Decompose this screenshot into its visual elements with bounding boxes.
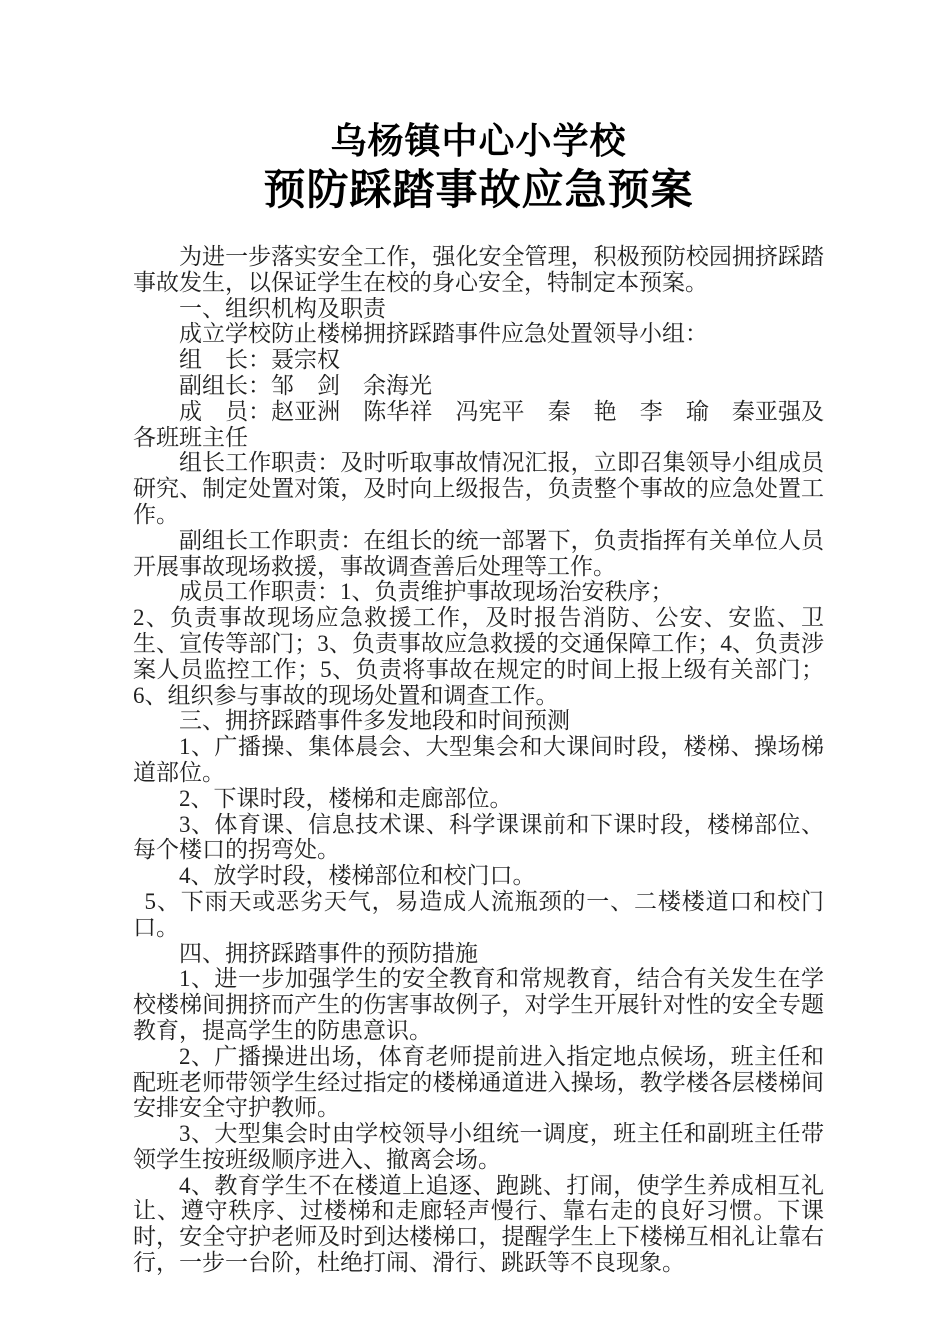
paragraph-member-duties-2: 2、负责事故现场应急救援工作，及时报告消防、公安、安监、卫生、宣传等部门；3、负责事故应急救援的交通保障工作；4、负责涉案人员监控工作；5、负责将事故在规定的时间上报上级有关部门；6、组织参与事故的现场处置和调查工作。 <box>133 605 824 708</box>
paragraph-prediction-5: 5、下雨天或恶劣天气，易造成人流瓶颈的一、二楼楼道口和校门口。 <box>133 888 824 940</box>
paragraph-deputy-leader-duties: 副组长工作职责：在组长的统一部署下，负责指挥有关单位人员开展事故现场救援，事故调查善后处理等工作。 <box>133 527 824 579</box>
heading-section-four: 四、拥挤踩踏事件的预防措施 <box>179 940 478 966</box>
paragraph-members: 成 员：赵亚洲 陈华祥 冯宪平 秦 艳 李 瑜 秦亚强及各班班主任 <box>133 398 824 450</box>
paragraph-prevention-1: 1、进一步加强学生的安全教育和常规教育，结合有关发生在学校楼梯间拥挤而产生的伤害事故例子，对学生开展针对性的安全专题教育，提高学生的防患意识。 <box>133 966 824 1043</box>
paragraph-establish-group: 成立学校防止楼梯拥挤踩踏事件应急处置领导小组： <box>179 321 708 347</box>
paragraph-deputy-leaders: 副组长：邹 剑 余海光 <box>179 372 432 398</box>
paragraph-group-leader: 组 长：聂宗权 <box>179 347 340 373</box>
paragraph-prevention-2: 2、广播操进出场，体育老师提前进入指定地点候场，班主任和配班老师带领学生经过指定的楼梯通道进入操场，教学楼各层楼梯间安排安全守护教师。 <box>133 1043 824 1121</box>
paragraph-prevention-4: 4、教育学生不在楼道上追逐、跑跳、打闹，使学生养成相互礼让、遵守秩序、过楼梯和走廊轻声慢行、靠右走的良好习惯。下课时，安全守护老师及时到达楼梯口，提醒学生上下楼梯互相礼让靠右行，一步一台阶，杜绝打闹、滑行、跳跃等不良现象。 <box>133 1172 824 1276</box>
paragraph-member-duties-1: 成员工作职责：1、负责维护事故现场治安秩序； <box>179 579 674 605</box>
paragraph-prediction-4: 4、放学时段，楼梯部位和校门口。 <box>179 863 536 889</box>
paragraph-prevention-3: 3、大型集会时由学校领导小组统一调度，班主任和副班主任带领学生按班级顺序进入、撤离会场。 <box>133 1121 824 1172</box>
paragraph-leader-duties: 组长工作职责：及时听取事故情况汇报，立即召集领导小组成员研究、制定处置对策，及时向上级报告，负责整个事故的应急处置工作。 <box>133 450 824 527</box>
document-body <box>133 244 824 1276</box>
heading-section-one: 一、组织机构及职责 <box>179 295 386 321</box>
paragraph-prediction-3: 3、体育课、信息技术课、科学课课前和下课时段，楼梯部位、每个楼口的拐弯处。 <box>133 811 824 863</box>
document-title-plan: 预防踩踏事故应急预案 <box>263 165 694 214</box>
heading-section-three: 三、拥挤踩踏事件多发地段和时间预测 <box>179 708 570 734</box>
document-title-school: 乌杨镇中心小学校 <box>330 121 627 162</box>
paragraph-prediction-2: 2、下课时段，楼梯和走廊部位。 <box>179 785 513 811</box>
paragraph-intro: 为进一步落实安全工作，强化安全管理，积极预防校园拥挤踩踏事故发生，以保证学生在校的身心安全，特制定本预案。 <box>133 244 824 295</box>
paragraph-prediction-1: 1、广播操、集体晨会、大型集会和大课间时段，楼梯、操场梯道部位。 <box>133 734 824 785</box>
